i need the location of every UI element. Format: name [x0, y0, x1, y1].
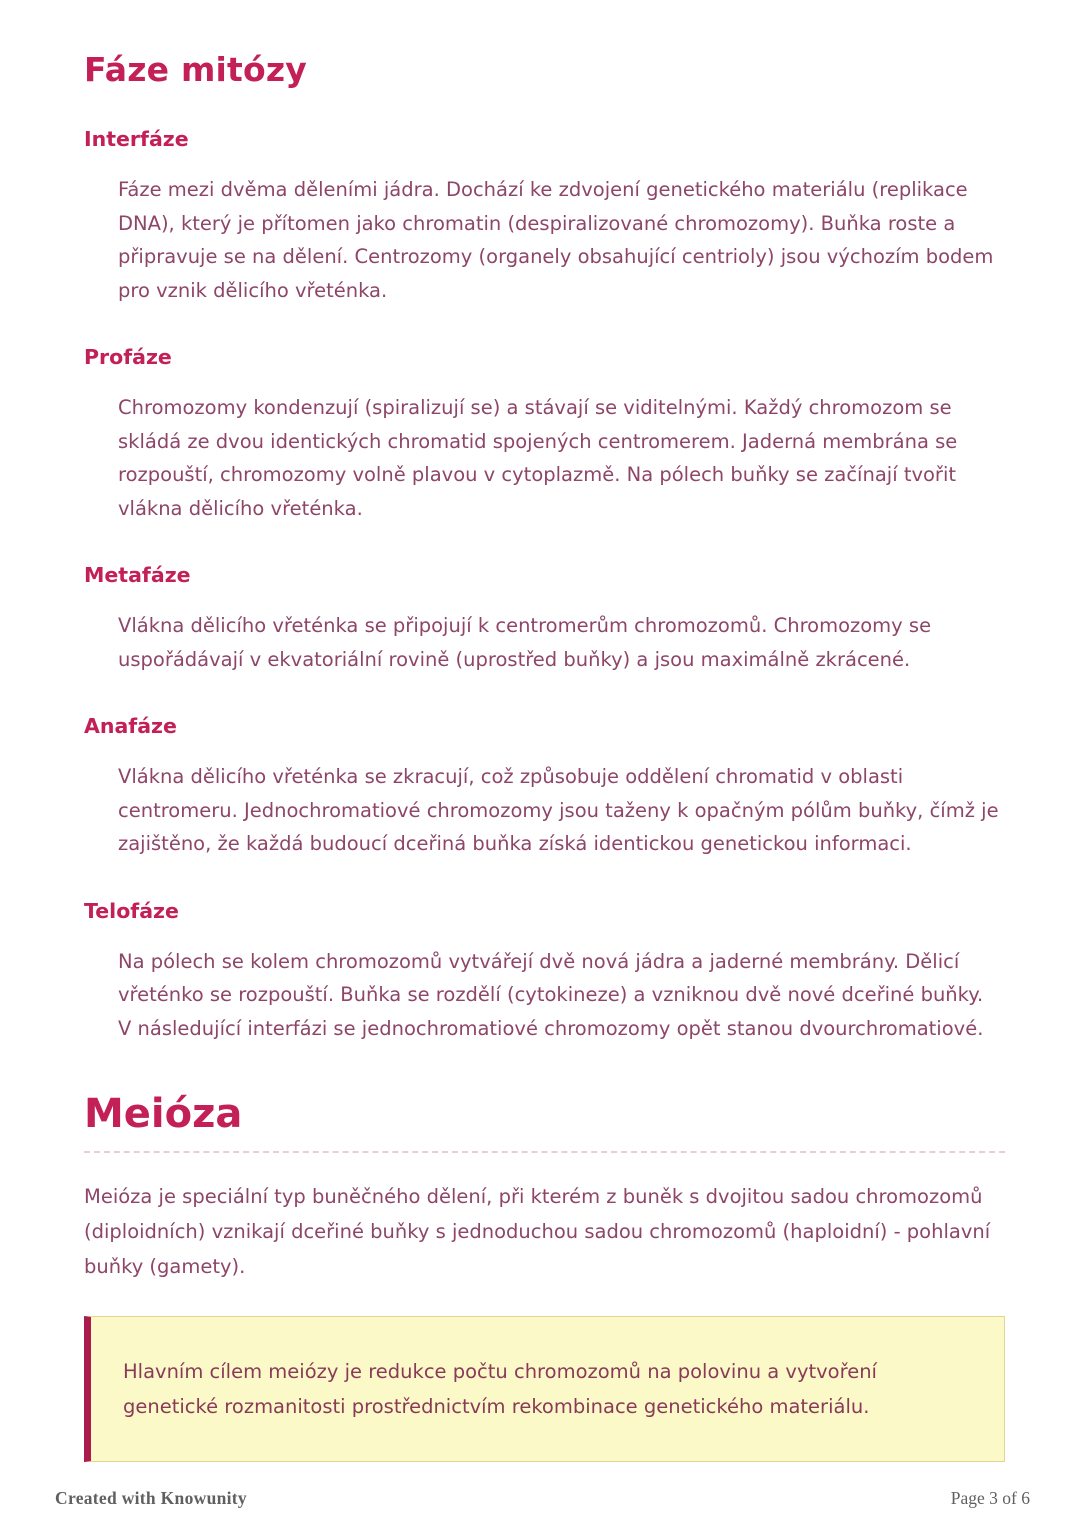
page-number: Page 3 of 6	[950, 1488, 1030, 1508]
meioza-heading: Meióza	[84, 1091, 1005, 1153]
section-metafaze	[84, 563, 1005, 676]
section-paragraph: Vlákna dělicího vřeténka se připojují k centromerům chromozomů. Chromozomy se uspořádávají v ekvatoriální rovině (uprostřed buňky) a jsou maximálně zkrácené.	[118, 614, 932, 671]
section-heading: Telofáze	[84, 898, 179, 923]
highlight-callout-box	[84, 1316, 1005, 1462]
page-footer	[55, 1488, 1030, 1509]
section-interfaze	[84, 127, 1005, 307]
callout-text: Hlavním cílem meiózy je redukce počtu chromozomů na polovinu a vytvoření genetické rozmanitosti prostřednictvím rekombinace genetického materiálu.	[123, 1360, 877, 1418]
section-heading: Profáze	[84, 345, 172, 369]
section-paragraph: Chromozomy kondenzují (spiralizují se) a stávají se viditelnými. Každý chromozom se skládá ze dvou identických chromatid spojených centromerem. Jaderná membrána se rozpouští, chromozomy volně plavou v cytoplazmě. Na pólech buňky se začínají tvořit vlákna dělicího vřeténka.	[118, 396, 958, 520]
section-heading: Interfáze	[84, 127, 189, 151]
section-paragraph: Na pólech se kolem chromozomů vytvářejí dvě nová jádra a jaderné membrány. Dělicí vřeténko se rozpouští. Buňka se rozdělí (cytokineze) a vzniknou dvě nové dceřiné buňky. V následující interfázi se jednochromatiové chromozomy opět stanou dvourchromatiové.	[118, 949, 984, 1040]
section-anafaze	[84, 714, 1005, 861]
section-paragraph: Fáze mezi dvěma děleními jádra. Dochází ke zdvojení genetického materiálu (replikace DNA), který je přítomen jako chromatin (despiralizované chromozomy). Buňka roste a připravuje se na dělení. Centrozomy (organely obsahující centrioly) jsou výchozím bodem pro vznik dělicího vřeténka.	[118, 178, 994, 302]
section-telofaze	[84, 899, 1005, 1046]
document-content	[84, 0, 1005, 1462]
section-heading: Anafáze	[84, 714, 177, 738]
meioza-intro-paragraph: Meióza je speciální typ buněčného dělení, při kterém z buněk s dvojitou sadou chromozomů (diploidních) vznikají dceřiné buňky s jednoduchou sadou chromozomů (haploidní) - pohlavní buňky (gamety).	[84, 1185, 991, 1278]
page-title: Fáze mitózy	[84, 50, 308, 89]
footer-branding: Created with Knowunity	[55, 1488, 247, 1508]
section-heading: Metafáze	[84, 563, 191, 587]
section-profaze	[84, 345, 1005, 525]
section-paragraph: Vlákna dělicího vřeténka se zkracují, což způsobuje oddělení chromatid v oblasti centromeru. Jednochromatiové chromozomy jsou taženy k opačným pólům buňky, čímž je zajištěno, že každá budoucí dceřiná buňka získá identickou genetickou informaci.	[118, 765, 999, 855]
